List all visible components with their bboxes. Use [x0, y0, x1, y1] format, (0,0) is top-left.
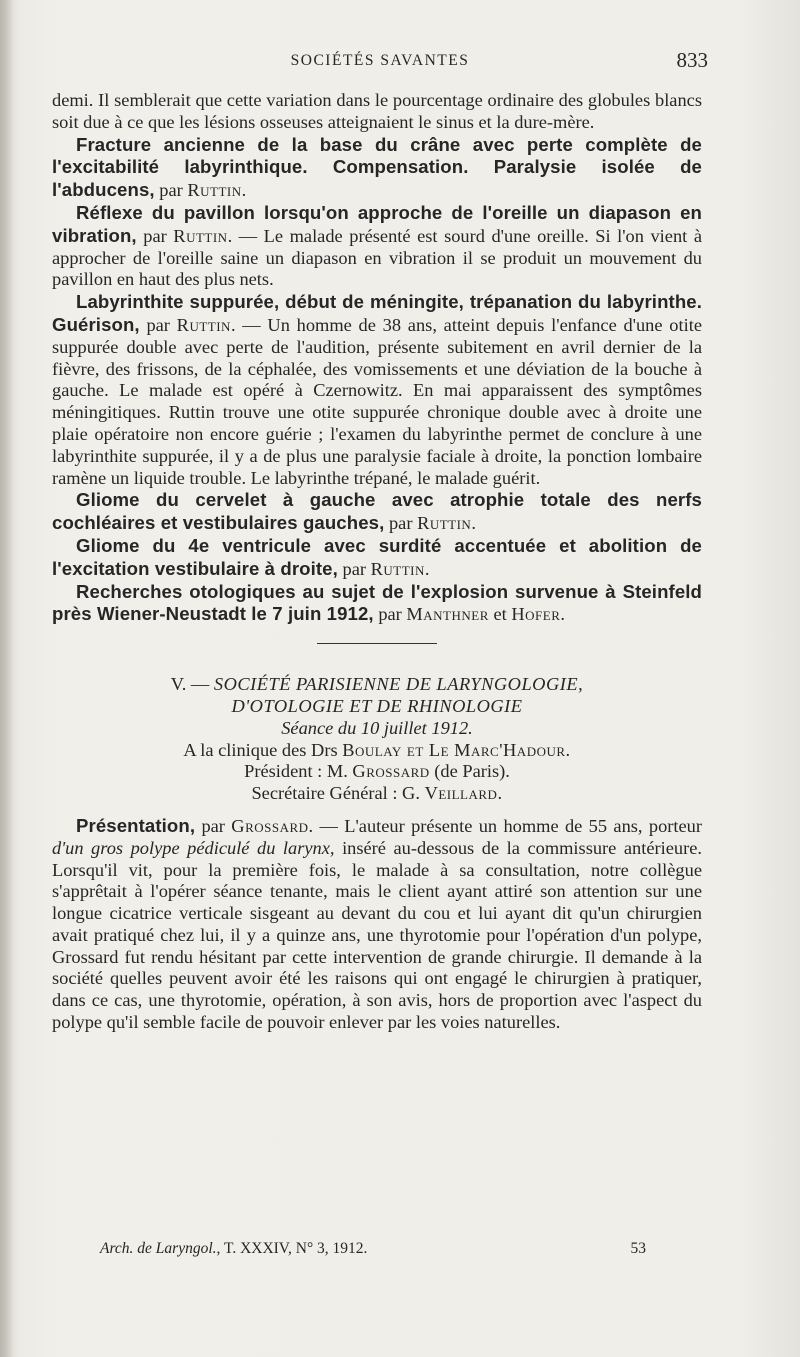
page-footer: [100, 1240, 650, 1258]
item-title: Recherches otologiques au sujet de l'explosion survenue à Steinfeld près Wiener-Neustadt le 7 juin 1912,: [52, 580, 702, 625]
abstract-item: [52, 535, 702, 581]
journal-name: Arch. de Laryngol.: [100, 1240, 217, 1257]
by-label: par: [378, 604, 402, 625]
paragraph-text: demi. Il semblerait que cette variation dans le pourcentage ordinaire des globules blancs soit due à ce que les lésions osseuses atteignaient le sinus et la dure-mère.: [52, 90, 702, 132]
punctuation: .: [471, 513, 476, 534]
item-title: Gliome du cervelet à gauche avec atrophie totale des nerfs cochléaires et vestibulaires gauches,: [52, 489, 702, 534]
item-text-italic: d'un gros polype pédiculé du larynx,: [52, 837, 335, 858]
by-label: par: [388, 513, 413, 534]
president-line: [52, 761, 702, 783]
by-label: par: [159, 180, 183, 201]
item-title: Présentation,: [76, 814, 196, 836]
journal-details: , T. XXXIV, N° 3, 1912.: [216, 1240, 368, 1257]
paragraph-continuation: [52, 90, 702, 134]
punctuation: .: [241, 180, 247, 201]
president-label: Président : M.: [244, 761, 348, 782]
section-divider: [317, 643, 437, 644]
society-name-line: [52, 674, 702, 696]
secretary-line: [52, 783, 702, 805]
item-text: . — L'auteur présente un homme de 55 ans, porteur: [308, 815, 702, 836]
president-city: (de Paris).: [434, 761, 510, 782]
president-name: Grossard: [352, 761, 430, 782]
author-name: Manthner: [406, 604, 489, 625]
secretary-name: Veillard.: [424, 783, 503, 804]
author-name: Ruttin: [176, 314, 231, 335]
abstract-item: [52, 291, 702, 489]
item-title: Fracture ancienne de la base du crâne avec perte complète de l'excitabilité labyrinthique. Compensation. Paralysie isolée de l'abducens,: [52, 133, 702, 201]
abstract-item: [52, 581, 702, 627]
clinic-names: Boulay et Le Marc'Hadour.: [342, 739, 571, 760]
secretary-label: Secrétaire Général : G.: [251, 783, 420, 804]
session-text: Séance du 10 juillet 1912.: [281, 717, 473, 738]
running-title: SOCIÉTÉS SAVANTES: [290, 52, 470, 69]
by-label: par: [146, 314, 170, 335]
by-label: par: [342, 558, 366, 579]
abstract-item: [52, 134, 702, 202]
author-name: Grossard: [231, 815, 309, 836]
page-number: 833: [676, 48, 708, 72]
punctuation: .: [560, 604, 565, 625]
item-title: Labyrinthite suppurée, début de méningite, trépanation du labyrinthe. Guérison,: [52, 291, 702, 335]
spacer: [52, 805, 702, 815]
and-label: et: [493, 604, 507, 625]
section-number: V. —: [170, 674, 210, 695]
page-header: [52, 48, 708, 78]
by-label: par: [201, 815, 225, 836]
author-name: Ruttin: [370, 558, 425, 579]
author-name: Ruttin: [173, 225, 228, 246]
author-name: Hofer: [511, 604, 561, 625]
author-name: Ruttin: [187, 180, 242, 201]
punctuation: .: [424, 558, 430, 579]
item-text: . — Un homme de 38 ans, atteint depuis l'enfance d'une otite suppurée double avec perte de l'audition, présente subitement en avril dernier de la fièvre, des frissons, de la céphalée, des vomissements et une déviation de la bouche à gauche. Le malade est opéré à Czernowitz. En mai apparaissent des symptômes méningitiques. Ruttin trouve une otite suppurée chronique double avec à droite une plaie opératoire non encore guérie ; l'examen du labyrinthe permet de conclure à une labyrinthite suppurée, il y a de plus une paralysie faciale à droite, la ponction lombaire ramène un liquide trouble. Le labyrinthe trépané, le malade guérit.: [52, 314, 702, 488]
item-title: Gliome du 4e ventricule avec surdité accentuée et abolition de l'excitation vestibulaire à droite,: [52, 534, 702, 579]
session-date: [52, 718, 702, 740]
society-name: SOCIÉTÉ PARISIENNE DE LARYNGOLOGIE,: [213, 674, 584, 695]
abstract-item: [52, 815, 702, 1034]
body-text: [52, 90, 702, 1034]
signature-mark: 53: [630, 1240, 646, 1257]
item-title: Réflexe du pavillon lorsqu'on approche de l'oreille un diapason en vibration,: [52, 201, 702, 246]
item-text: inséré au-dessous de la commissure antérieure. Lorsqu'il vit, pour la première fois, le malade à sa consultation, notre collègue s'apprêtait à l'opérer séance tenante, mais le client ayant attiré son attention sur une longue cicatrice verticale sisgeant au devant du cou et lui ayant dit qu'un chirurgien avait pratiqué chez lui, il y a quinze ans, une thyrotomie pour l'opération d'un polype, Grossard fut rendu hésitant par cette intervention de grande chirurgie. Il demande à la société quelles peuvent avoir été les raisons qui ont engagé le chirurgien à pratiquer, dans ce cas, une thyrotomie, opération, à son avis, hors de proportion avec l'aspect du polype qu'il semble facile de pouvoir enlever par les voies naturelles.: [52, 837, 702, 1033]
page-edge-shadow: [0, 0, 14, 1357]
clinic-prefix: A la clinique des Drs: [183, 739, 338, 760]
by-label: par: [143, 225, 167, 246]
society-name: D'OTOLOGIE ET DE RHINOLOGIE: [231, 695, 523, 716]
abstract-item: [52, 489, 702, 535]
clinic-line: [52, 740, 702, 762]
author-name: Ruttin: [417, 513, 472, 534]
item-text: . — Le malade présenté est sourd d'une oreille. Si l'on vient à approcher de l'oreille saine un diapason en vibration il se produit un mouvement du pavillon en haut des plus nets.: [52, 225, 702, 290]
abstract-item: [52, 202, 702, 291]
society-name-line: [52, 696, 702, 718]
section-heading: [52, 674, 702, 805]
